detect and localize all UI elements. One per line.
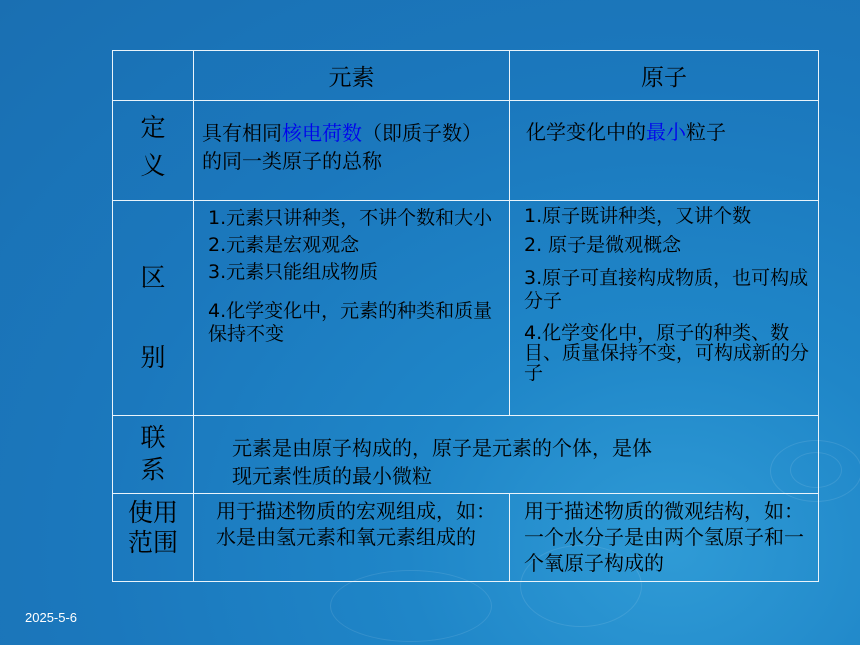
text: 具有相同 (202, 121, 282, 145)
corner-cell (113, 51, 194, 101)
highlight-text: 最小 (646, 120, 686, 144)
text: 粒子 (686, 120, 726, 144)
row-label-difference (113, 201, 194, 416)
relation-text (194, 416, 819, 494)
label-char: 定 (140, 113, 166, 142)
difference-atom (510, 201, 819, 416)
list-item: 1.元素只讲种类，不讲个数和大小 (208, 207, 493, 229)
row-definition (113, 101, 819, 201)
text: 用于描述物质的宏观组成，如：水是由氢元素和氧元素组成的 (216, 499, 496, 549)
text-line: 现元素性质的最小微粒 (232, 464, 432, 488)
list-item: 2.元素是宏观观念 (208, 234, 360, 256)
label-text: 范围 (127, 528, 178, 557)
label-char: 系 (140, 455, 166, 484)
label-char: 联 (140, 423, 166, 452)
definition-atom (510, 101, 819, 201)
row-difference (113, 201, 819, 416)
row-label-usage (113, 494, 194, 582)
row-label-relation (113, 416, 194, 494)
highlight-text: 核电荷数 (282, 121, 362, 145)
list-item: 2. 原子是微观概念 (524, 234, 682, 256)
label-text: 使用 (127, 498, 178, 527)
slide-date: 2025-5-6 (25, 610, 78, 625)
list-item: 4.化学变化中，元素的种类和质量保持不变 (208, 300, 493, 345)
comparison-table (112, 50, 819, 582)
list-item: 3.原子可直接构成物质，也可构成分子 (524, 267, 809, 312)
difference-element (194, 201, 510, 416)
text: （即质子数）的同一类原子的总称 (202, 121, 482, 173)
usage-atom (510, 494, 819, 582)
row-label-definition (113, 101, 194, 201)
text: 化学变化中的 (526, 120, 646, 144)
header-element: 元素 (194, 51, 510, 101)
label-char: 区 (140, 263, 166, 292)
header-atom: 原子 (510, 51, 819, 101)
label-char: 义 (140, 151, 166, 180)
header-row (113, 51, 819, 101)
usage-element (194, 494, 510, 582)
row-usage (113, 494, 819, 582)
text: 用于描述物质的微观结构，如：一个水分子是由两个氢原子和一个氧原子构成的 (524, 499, 804, 575)
definition-element (194, 101, 510, 201)
row-relation (113, 416, 819, 494)
list-item: 1.原子既讲种类，又讲个数 (524, 205, 752, 227)
list-item: 4.化学变化中，原子的种类、数目、质量保持不变，可构成新的分子 (524, 322, 810, 384)
label-char: 别 (140, 343, 166, 372)
list-item: 3.元素只能组成物质 (208, 261, 379, 283)
text-line: 元素是由原子构成的，原子是元素的个体，是体 (232, 436, 652, 460)
